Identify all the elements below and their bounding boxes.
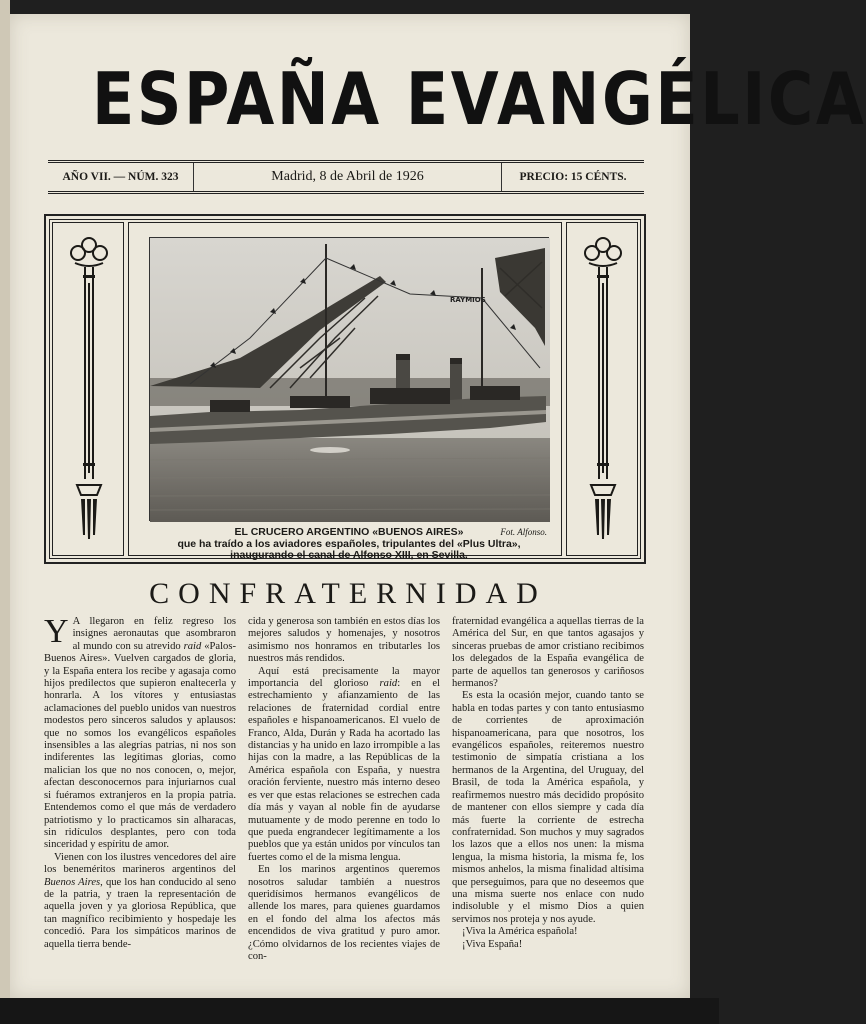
text-run: «Palos-Buenos Aires». Vuelven cargados de gloria, y la España entera los recibe y agasaja como hijos predilectos que supieron enaltecerla y honrarla. A los vítores y entusiastas aclamaciones del pueblo unidos van nuestros modestos pero sinceros saludos y aplausos: que no somos los evangélicos españoles insensibles a las alegrías patrias, ni nos son indiferentes las legítimas glorias, como malician los que no nos conocen, o, mejor, afectan desconocernos para injuriarnos cual si fuéramos extranjeros en la propia patria. Entendemos como el que más de verdadero patriotismo y lo practicamos sin alharacas, sin ridículos desplantes, pero con toda sinceridad y espíritu de amor.: [44, 640, 236, 851]
paragraph: [44, 613, 236, 852]
caption-line-1: EL CRUCERO ARGENTINO «BUENOS AIRES»: [234, 526, 464, 538]
paragraph: [44, 852, 236, 951]
text-run: Aquí está precisamente la mayor importancia del glorioso: [248, 665, 440, 690]
text-run: Vienen con los ilustres vencedores del aire los beneméritos marineros argentinos del: [44, 851, 236, 876]
photo-caption: [149, 527, 549, 562]
masthead-title: ESPAÑA EVANGÉLICA: [92, 57, 866, 141]
article-column-1: [44, 613, 236, 961]
paragraph: [248, 666, 440, 865]
text-italic: raid: [379, 678, 398, 690]
issue-date: Madrid, 8 de Abril de 1926: [194, 163, 502, 191]
issue-price: PRECIO: 15 CÉNTS.: [519, 171, 627, 183]
text-italic: raid: [183, 640, 202, 652]
cruiser-ship-image: [150, 238, 550, 522]
article-headline: CONFRATERNIDAD: [149, 577, 547, 610]
scan-bottom-edge: [0, 998, 719, 1024]
text-italic: Buenos Aires: [44, 876, 101, 888]
page-edge: [0, 0, 10, 1024]
article-body: [44, 613, 644, 962]
ornament-left-icon: [53, 223, 125, 557]
caption-line-3: inaugurando el canal de Alfonso XIII, en Sevilla.: [230, 549, 468, 561]
ornament-left: [52, 222, 124, 556]
text-run: : en el estrechamiento y afianzamiento de las relaciones de fraternidad cordial entre españoles e hispanoamericanos. El vuelo de Franco, Alda, Durán y Rada ha acortado las distancias y ha unido en lazo irrompible a las hijas con la madre, a las Repúblicas de la América española con España, y nuestra oración ferviente, nuestro más interno deseo es ver que estas relaciones se estrechen cada día más y vayan al noble fin de ayudarse mutuamente y de modo perenne en todo lo que pueda engrandecer legítimamente a los pueblos que ya están unidos por vínculos tan fuertes como el de la misma lengua.: [248, 678, 440, 863]
issue-info-bar: [48, 160, 644, 194]
text-run: , que los han conducido al seno de la patria, y traen la representación de aquella joven y ya gloriosa República, que tan magnífico recibimiento y hospedaje les concedió. Para los simpáticos marinos de aquella tierra bende-: [44, 876, 236, 950]
cruiser-photo: [149, 237, 549, 521]
paragraph: En los marinos argentinos queremos nosotros saludar también a nuestros queridísimos hermanos evangélicos de allende los mares, para quienes guardamos en el fondo del alma los afectos más encendidos de viva gratitud y puro amor. ¿Cómo olvidarnos de los recientes viajes de con-: [248, 864, 440, 962]
issue-number: AÑO VII. — NÚM. 323: [48, 163, 194, 191]
text-run: A llegaron en feliz regreso los insignes aeronautas que asombraron al mundo con su atrevido: [72, 616, 236, 652]
paragraph: Es esta la ocasión mejor, cuando tanto se habla en todas partes y con tanto entusiasmo de corrientes de aproximación hispanoamericana, para que nosotros, los evangélicos españoles, reiteremos nuestro testimonio de simpatía cristiana a los hermanos de la Argentina, del Uruguay, del Brasil, de toda la América española, y reafirmemos nuestro más decidido propósito de mantener con ellos siempre y cada día más fuerte la corriente de estrecha confraternidad. Son muchos y muy sagrados los lazos que a ellos nos unen: la misma lengua, la misma historia, la misma fe, los mismos anhelos, la misma finalidad altísima que perseguimos, para que no deseemos que una misma suerte nos enlace con nudo indisoluble y el mismo Dios a quien servimos nos proteja y nos ayude.: [452, 690, 644, 925]
paragraph: fraternidad evangélica a aquellas tierras de la América del Sur, en que tantos agasajos y sinceras pruebas de amor cristiano recibimos los delegados de la España evangélica de parte de aquellos tan generosos y cariñosos hermanos?: [452, 616, 644, 690]
ornament-right: [566, 222, 638, 556]
closing-cheer-1: ¡Viva la América española!: [462, 926, 578, 938]
article-column-3: [452, 616, 644, 961]
paragraph: cida y generosa son también en estos días los mejores saludos y homenajes, y nosotros asimismo nos honramos en tributarles los nuestros más rendidos.: [248, 616, 440, 665]
drop-cap: Y: [44, 613, 69, 650]
ornament-right-icon: [567, 223, 639, 557]
caption-line-2: que ha traído a los aviadores españoles, tripulantes del «Plus Ultra»,: [177, 537, 521, 550]
flag-text: RAYMIOS: [450, 296, 486, 304]
photo-frame: [44, 214, 646, 564]
photo-credit: Fot. Alfonso.: [500, 527, 547, 537]
photo-panel: [128, 222, 562, 561]
closing-cheer-2: ¡Viva España!: [462, 938, 523, 950]
article-column-2: [248, 616, 440, 961]
